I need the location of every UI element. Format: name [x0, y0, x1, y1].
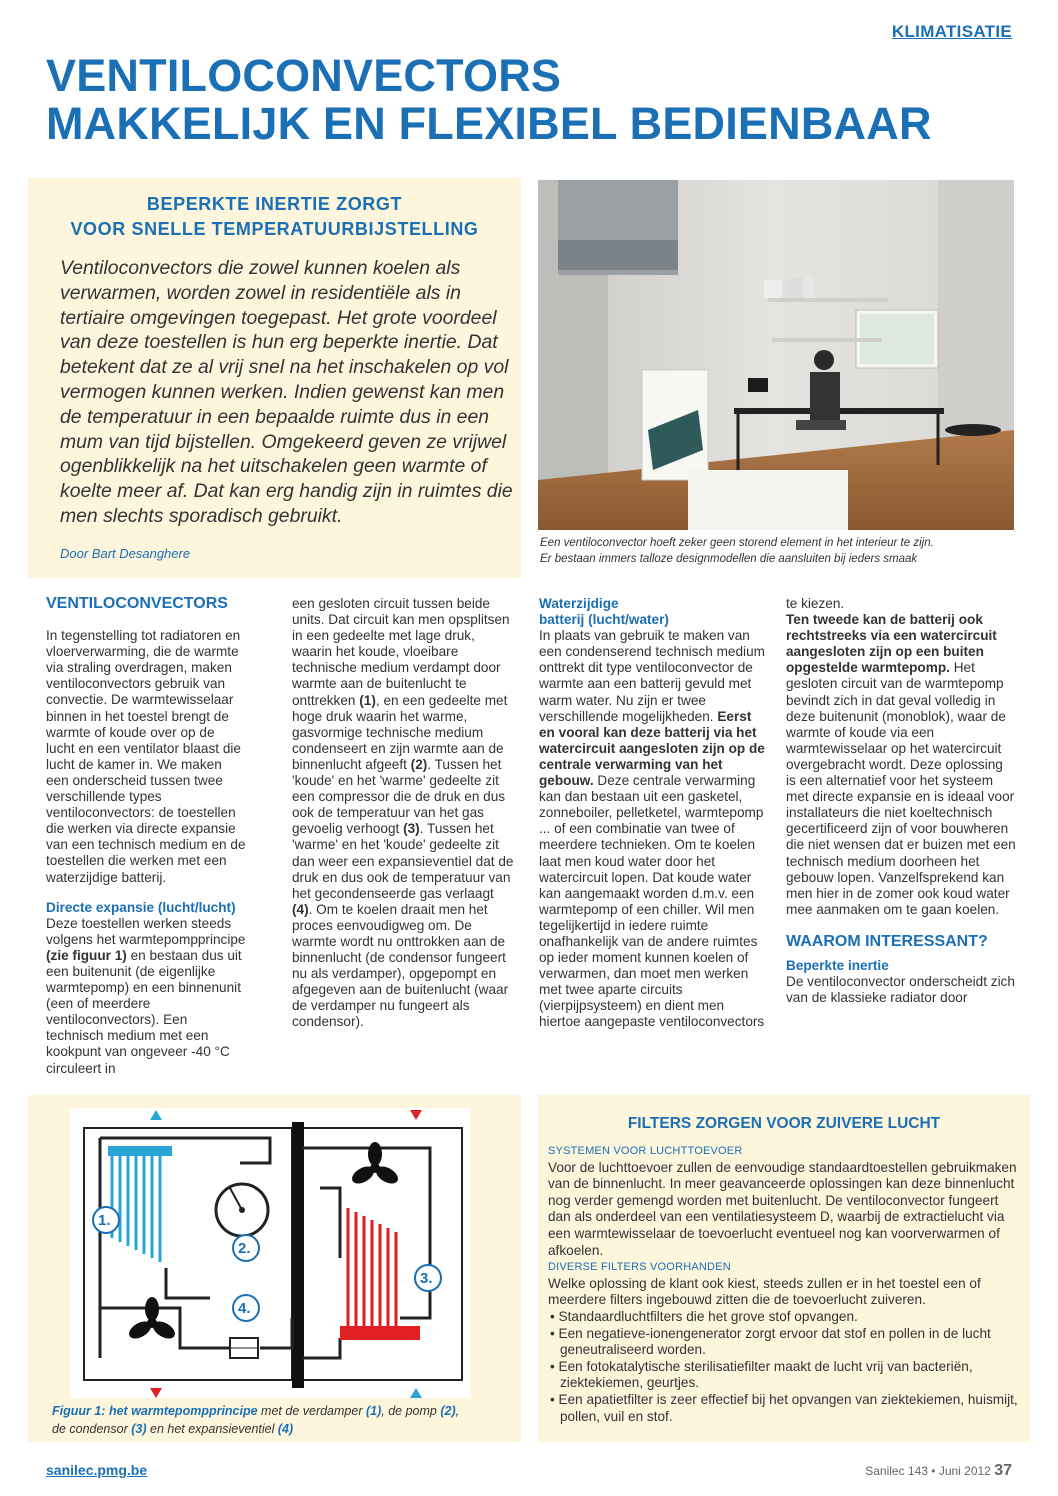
intro-title [28, 192, 521, 242]
text-run: te kiezen. [786, 596, 845, 611]
subheading-beperkte-inertie: Beperkte inertie [786, 957, 889, 973]
page-title-line1: VENTILOCONVECTORS [46, 50, 562, 101]
page-title [46, 52, 1026, 148]
byline: Door Bart Desanghere [60, 546, 191, 561]
label-4: 4. [238, 1300, 251, 1317]
photo-caption-line1: Een ventiloconvector hoeft zeker geen storend element in het interieur te zijn. [540, 537, 934, 549]
filters-title: FILTERS ZORGEN VOOR ZUIVERE LUCHT [627, 1115, 941, 1132]
text-run: Deze toestellen werken steeds volgens het warmtepompprincipe [46, 915, 246, 947]
intro-lead: Ventiloconvectors die zowel kunnen koelen als verwarmen, worden zowel in residentiële als in tertiaire omgevingen toegepast. Het grote voordeel van deze toestellen is hun erg beperkte inertie. Dat betekent dat ze al vrij snel na het inschakelen op vol vermogen kunnen werken. Indien gewenst kan men de temperatuur in een bepaalde ruimte dus in een mum van tijd bijstellen. Omgekeerd geven ze vrijwel ogenblikkelijk na het uitschakelen geen warmte of koelte meer af. Dat kan erg handig zijn in ruimtes die men slechts sporadisch gebruikt. [60, 257, 513, 527]
section-tag: KLIMATISATIE [891, 22, 1012, 41]
filters-text [548, 1143, 1018, 1425]
label-3: 3. [420, 1270, 433, 1287]
paragraph [786, 596, 1016, 918]
text-run: en het expansieventiel [146, 1422, 278, 1436]
bullet-text: Standaardluchtfilters die het grove stof opvangen. [558, 1308, 858, 1324]
text-run: de condensor [52, 1422, 132, 1436]
bullet-text: Een apatietfilter is zeer effectief bij het opvangen van ziektekiemen, huismijt, pollen, vuil en stof. [558, 1391, 1018, 1424]
subheading-directe-expansie: Directe expansie (lucht/lucht) [46, 899, 236, 915]
page-title-line2: MAKKELIJK EN FLEXIBEL BEDIENBAAR [46, 98, 932, 149]
page-number: 37 [994, 1462, 1012, 1479]
bold-run: Eerst en vooral kan deze batterij via het watercircuit aangesloten zijn op de centrale verwarming van het gebouw. [539, 708, 765, 789]
column-1 [46, 596, 246, 1077]
heading-waarom-interessant: WAAROM INTERESSANT? [786, 932, 988, 950]
ref-1: (1) [359, 692, 376, 708]
text-run: een gesloten circuit tussen beide units. Dat circuit kan men opsplitsen in een gedeelte met lage druk, waarin het koude, vloeibare technische medium verdampt door warmte aan de buitenlucht te onttrekken [292, 596, 510, 708]
ref-3: (3) [403, 821, 420, 837]
photo-caption-line2: Er bestaan immers talloze designmodellen die aansluiten bij ieders smaak [540, 553, 918, 565]
text-run: . Om te koelen draait men het proces eenvoudigweg om. De warmte wordt nu onttrokken aan de binnenlucht (de condensor fungeert nu als verdamper), opgepompt en afgegeven aan de buitenlucht (waar de verdamper nu fungeert als condensor). [292, 901, 509, 1030]
paragraph: In tegenstelling tot radiatoren en vloerverwarming, die de warmte via straling overdragen, maken ventiloconvectors gebruik van convectie. De warmtewisselaar binnen in het toestel brengt de warmte of koude over op de lucht en een ventilator blaast die lucht de kamer in. We maken een onderscheid tussen twee verschillende types ventiloconvectors: de toestellen die werken via directe expansie van een technisch medium en de toestellen die werken met een waterzijdige batterij. [46, 628, 246, 885]
footer-issue [865, 1462, 1012, 1480]
paragraph: Voor de luchttoevoer zullen de eenvoudige standaardtoestellen gebruikmaken van de binnenlucht. In meer geavanceerde oplossingen kan deze binnenlucht nog verder gemengd worden met buitenlucht. De ventiloconvector fungeert dan als onderdeel van een ventilatiesysteem D, waarbij de extractielucht via een warmtewisselaar de toevoerlucht eventueel nog kan voorverwarmen of afkoelen. [548, 1159, 1017, 1258]
ref-1: (1) [365, 1404, 382, 1418]
intro-title-line2: VOOR SNELLE TEMPERATUURBIJSTELLING [70, 219, 479, 239]
figure-caption [52, 1402, 522, 1438]
text-run: , de pomp [381, 1404, 441, 1418]
ref-2: (2) [410, 756, 428, 772]
label-2: 2. [238, 1240, 251, 1257]
list-item: • Een negatieve-ionengenerator zorgt ervoor dat stof en pollen in de lucht geneutraliseerd worden. [550, 1325, 991, 1358]
text-run: . Tussen het 'warme' en het 'koude' gedeelte zit dan weer een expansieventiel dat de druk en dus ook de temperatuur van het gecondenseerde gas verlaagt [292, 821, 514, 901]
list-item: • Een apatietfilter is zeer effectief bij het opvangen van ziektekiemen, huismijt, pollen, vuil en stof. [550, 1391, 1018, 1424]
figure-reference: (zie figuur 1) [46, 947, 127, 963]
paragraph: Welke oplossing de klant ook kiest, steeds zullen er in het toestel een of meerdere filters ingebouwd zitten die de toevoerlucht zuiveren. [548, 1275, 981, 1308]
text-run: met de verdamper [257, 1404, 366, 1418]
photo-caption [540, 535, 1015, 567]
ref-2: (2) [440, 1404, 456, 1418]
subheading-waterzijdige-batterij [539, 596, 765, 628]
bullet-text: Een negatieve-ionengenerator zorgt ervoor dat stof en pollen in de lucht geneutraliseerd worden. [558, 1325, 991, 1358]
ref-4: (4) [277, 1422, 294, 1436]
intro-title-line1: BEPERKTE INERTIE ZORGT [146, 194, 403, 214]
bold-run: Ten tweede kan de batterij ook rechtstreeks via een watercircuit aangesloten zijn op een buiten opgestelde warmtepomp. [786, 612, 997, 676]
office-photo [538, 180, 1014, 530]
ref-3: (3) [131, 1422, 147, 1436]
text-run: . Tussen het 'koude' en het 'warme' gedeelte zit een compressor die de druk en dus ook de temperatuur van het gas gevoelig verhoogt [292, 756, 506, 837]
heat-pump-diagram [70, 1108, 470, 1403]
text-run: , en een gedeelte met hoge druk waarin het warme, gasvormige technische medium condenseert en zijn warmte aan de binnenlucht afgeeft [292, 692, 508, 772]
paragraph [292, 596, 516, 1031]
text-run: Deze centrale verwarming kan dan bestaan uit een gasketel, zonneboiler, pelletketel, warmtepomp ... of een combinatie van twee of meerdere technieken. Om te koelen laat men koud water door het watercircuit lopen. Dat koude water kan aangemaakt worden d.m.v. een warmtepomp of een chiller. Wil men tegelijkertijd in iedere ruimte onafhankelijk van de andere ruimtes op ieder moment kunnen koelen of verwarmen, dan moet men werken met twee aparte circuits (vierpijpsysteem) en dient men hiertoe aangepaste ventiloconvectors [539, 773, 765, 1030]
column-4 [786, 596, 1016, 1006]
paragraph [539, 628, 765, 1030]
subheading-line2: batterij (lucht/water) [539, 612, 669, 628]
list-item: • Standaardluchtfilters die het grove stof opvangen. [550, 1308, 858, 1324]
text-run: In plaats van gebruik te maken van een condenserend technisch medium onttrekt dit type ventiloconvector de warmte aan een batterij gevuld met warm water. Nu zijn er twee verschillende mogelijkheden. [539, 628, 765, 724]
subheading-diverse-filters: DIVERSE FILTERS VOORHANDEN [548, 1261, 731, 1274]
column-2 [292, 596, 516, 1031]
bullet-text: Een fotokatalytische sterilisatiefilter maakt de lucht vrij van bacteriën, ziektekiemen, geurtjes. [558, 1358, 973, 1391]
subheading-line1: Waterzijdige [539, 596, 619, 611]
text-run: , [455, 1404, 460, 1418]
label-1: 1. [98, 1212, 111, 1229]
footer-site-link[interactable]: sanilec.pmg.be [46, 1462, 148, 1478]
figure-caption-title: Figuur 1: het warmtepompprincipe [52, 1404, 258, 1418]
paragraph [46, 916, 246, 1077]
list-item: • Een fotokatalytische sterilisatiefilter maakt de lucht vrij van bacteriën, ziektekiemen, geurtjes. [550, 1358, 973, 1391]
paragraph: De ventiloconvector onderscheidt zich van de klassieke radiator door [786, 974, 1015, 1006]
text-run: en bestaan dus uit een buitenunit (de eigenlijke warmtepomp) en een binnenunit (een of meerdere ventiloconvectors). Een technisch medium met een kookpunt van ongeveer -40 °C circuleert in [46, 947, 242, 1076]
issue-text: Sanilec 143 • Juni 2012 [865, 1464, 991, 1478]
column-3 [539, 596, 765, 1031]
ref-4: (4) [292, 901, 309, 917]
subheading-systemen: SYSTEMEN VOOR LUCHTTOEVOER [548, 1145, 743, 1157]
heading-ventiloconvectors: VENTILOCONVECTORS [46, 595, 228, 612]
text-run: Het gesloten circuit van de warmtepomp bevindt zich in dat geval volledig in deze buitenunit (monoblok), waar de warmte of koude via een warmtewisselaar op het watercircuit overgebracht wordt. Deze oplossing is een alternatief voor het systeem met directe expansie en is ideaal voor installateurs die niet koeltechnisch gecertificeerd zijn of voor bouwheren die niet wensen dat er buizen met een technisch medium doorheen het gebouw lopen. Vanzelfsprekend kan men hier in de zomer ook koud water mee aanmaken om te gaan koelen. [786, 660, 1016, 917]
